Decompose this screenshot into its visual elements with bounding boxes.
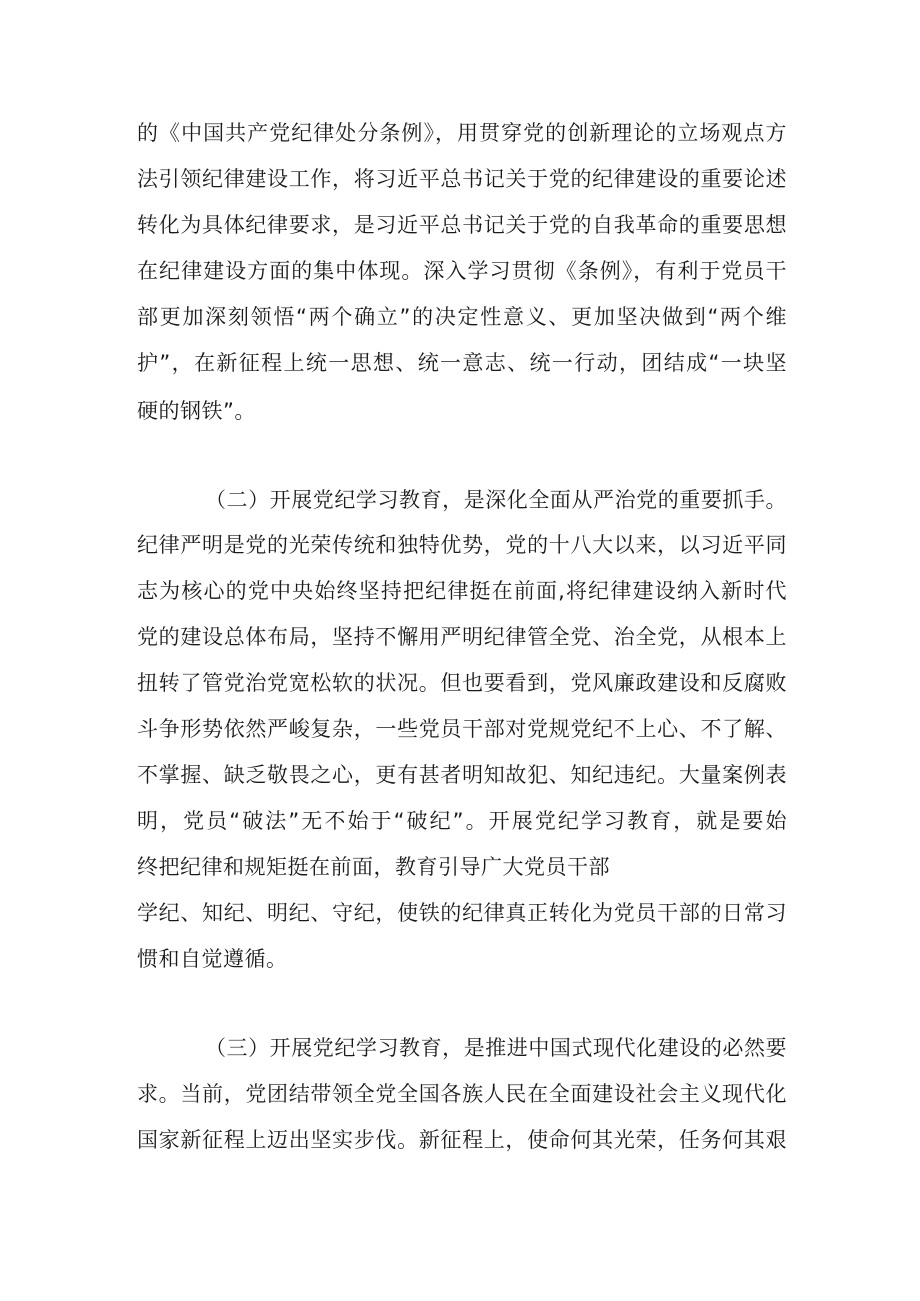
text-line: 扭转了管党治党宽松软的状况。但也要看到，党风廉政建设和反腐败 (137, 671, 787, 695)
text-line: 志为核心的党中央始终坚持把纪律挺在前面,将纪律建设纳入新时代 (137, 579, 787, 603)
section-heading-line: （三）开展党纪学习教育，是推进中国式现代化建设的必然要 (205, 1036, 787, 1060)
text-line: 明，党员“破法”无不始于“破纪”。开展党纪学习教育，就是要始 (137, 809, 787, 833)
text-line: 法引领纪律建设工作，将习近平总书记关于党的纪律建设的重要论述 (137, 167, 787, 191)
text-line: 求。当前，党团结带领全党全国各族人民在全面建设社会主义现代化 (137, 1082, 787, 1106)
text-line: 终把纪律和规矩挺在前面，教育引导广大党员干部 (137, 855, 610, 879)
text-line: 不掌握、缺乏敬畏之心，更有甚者明知故犯、知纪违纪。大量案例表 (137, 763, 787, 787)
text-line: 纪律严明是党的光荣传统和独特优势，党的十八大以来，以习近平同 (137, 533, 787, 557)
text-line: 部更加深刻领悟“两个确立”的决定性意义、更加坚决做到“两个维 (137, 305, 787, 329)
text-line: 党的建设总体布局，坚持不懈用严明纪律管全党、治全党，从根本上 (137, 625, 787, 649)
text-line: 在纪律建设方面的集中体现。深入学习贯彻《条例》，有利于党员干 (137, 259, 787, 283)
text-line: 的《中国共产党纪律处分条例》，用贯穿党的创新理论的立场观点方 (137, 121, 787, 145)
text-line: 护”，在新征程上统一思想、统一意志、统一行动，团结成“一块坚 (137, 351, 787, 375)
section-heading-line: （二）开展党纪学习教育，是深化全面从严治党的重要抓手。 (205, 488, 787, 512)
text-line: 转化为具体纪律要求，是习近平总书记关于党的自我革命的重要思想 (137, 213, 787, 237)
text-line: 斗争形势依然严峻复杂，一些党员干部对党规党纪不上心、不了解、 (137, 717, 787, 741)
text-line: 硬的钢铁”。 (137, 399, 256, 423)
text-line: 惯和自觉遵循。 (137, 947, 288, 971)
text-line: 学纪、知纪、明纪、守纪，使铁的纪律真正转化为党员干部的日常习 (137, 901, 787, 925)
text-line: 国家新征程上迈出坚实步伐。新征程上，使命何其光荣，任务何其艰 (137, 1128, 787, 1152)
